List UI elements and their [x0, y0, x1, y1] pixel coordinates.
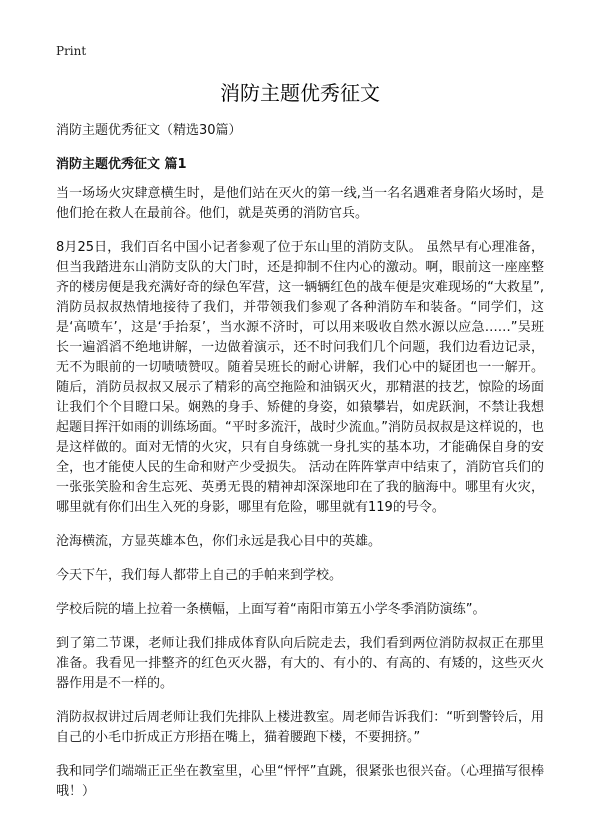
paragraph-2: 8月25日，我们百名中国小记者参观了位于东山里的消防支队。 虽然早有心理准备，但当我踏进东山消防支队的大门时，还是抑制不住内心的激动。啊，眼前这一座座整齐的楼房便是我充满好奇的绿色军营，这一辆辆红色的战车便是灾难现场的“大救星”,消防员叔叔热情地接待了我们，并带领我们参观了各种消防车和装备。“同学们，这是‘高喷车’，这是‘手抬泵’，当水源不济时，可以用来吸收自然水源以应急……”吴班长一遍滔滔不绝地讲解，一边做着演示，还不时问我们几个问题，我们边看边记录，无不为眼前的一切啧啧赞叹。随着吴班长的耐心讲解，我们心中的疑团也一一解开。随后，消防员叔叔又展示了精彩的高空拖险和油锅灭火，那精湛的技艺，惊险的场面让我们个个目瞪口呆。娴熟的身手、矫健的身姿，如猿攀岩，如虎跃涧，不禁让我想起题目挥汗如雨的训练场面。“平时多流汗，战时少流血。”消防员叔叔是这样说的，也是这样做的。面对无情的火灾，只有自身练就一身扎实的基本功，才能确保自身的安全，也才能使人民的生命和财产少受损失。 活动在阵阵掌声中结束了，消防官兵们的一张张笑脸和舍生忘死、英勇无畏的精神却深深地印在了我的脑海中。哪里有火灾，哪里就有你们出生入死的身影，哪里有危险，哪里就有119的号令。: [56, 240, 544, 515]
paragraph-4: 今天下午，我们每人都带上自己的手帕来到学校。: [56, 568, 343, 583]
paragraph-1: 当一场场火灾肆意横生时，是他们站在灭火的第一线,当一名名遇难者身陷火场时，是他们抢在救人在最前谷。他们，就是英勇的消防官兵。: [56, 186, 544, 221]
print-label: Print: [56, 44, 87, 58]
paragraph-3: 沧海横流，方显英雄本色，你们永远是我心目中的英雄。: [56, 534, 382, 549]
paragraph-5: 学校后院的墙上拉着一条横幅，上面写着“南阳市第五小学冬季消防演练”。: [56, 602, 486, 617]
paragraph-8: 我和同学们端端正正坐在教室里，心里“怦怦”直跳，很紧张也很兴奋。（心理描写很棒哦！）: [56, 764, 544, 799]
paragraph-6: 到了第二节课，老师让我们排成体育队向后院走去，我们看到两位消防叔叔正在那里准备。我看见一排整齐的红色灭火器，有大的、有小的、有高的、有矮的，这些灭火器作用是不一样的。: [56, 636, 544, 691]
document-subtitle: 消防主题优秀征文（精选30篇）: [56, 123, 242, 138]
section-heading: 消防主题优秀征文 篇1: [56, 157, 187, 172]
document-title: 消防主题优秀征文: [220, 81, 380, 105]
paragraph-7: 消防叔叔讲过后周老师让我们先排队上楼进教室。周老师告诉我们：“听到警铃后，用自己的小毛巾折成正方形捂在嘴上，猫着腰跑下楼，不要拥挤。”: [56, 710, 544, 745]
